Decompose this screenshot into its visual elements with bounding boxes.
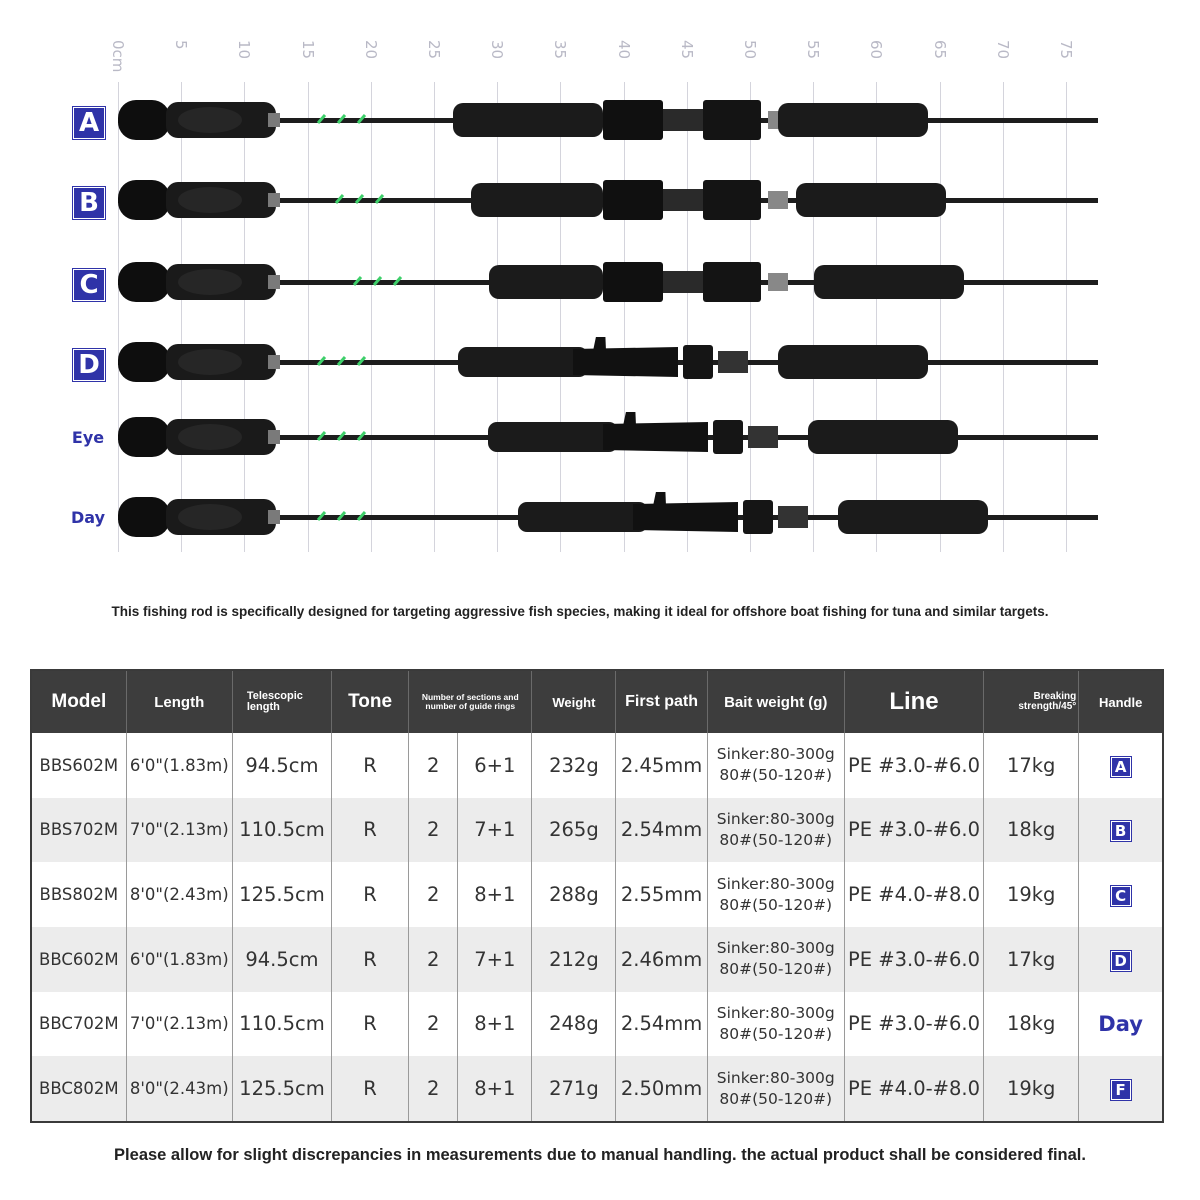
cell-sections: 2 <box>409 862 458 927</box>
bait-weight-range: 80#(50-120#) <box>719 830 833 849</box>
table-row <box>31 733 1163 798</box>
cell-weight: 271g <box>532 1056 616 1122</box>
handle-type-label: D <box>1111 951 1131 971</box>
bait-weight-range: 80#(50-120#) <box>719 960 833 979</box>
ruler-tick-label: 10 <box>235 40 253 60</box>
cell-weight: 212g <box>532 927 616 992</box>
ruler-tick-label: 35 <box>551 40 569 60</box>
header-tone: Tone <box>332 670 409 733</box>
cell-telescopic-length: 94.5cm <box>232 927 331 992</box>
header-telescopic-length: Telescopic length <box>232 670 331 733</box>
table-body <box>31 733 1163 1122</box>
bait-weight-range: 80#(50-120#) <box>719 1024 833 1043</box>
rod-label: Day <box>70 508 105 527</box>
rod-image <box>118 95 1098 145</box>
ruler-tick-label: 55 <box>804 40 822 60</box>
ruler-gridline <box>244 82 245 552</box>
cell-first-path: 2.50mm <box>616 1056 707 1122</box>
bait-weight-sinker: Sinker:80-300g <box>716 939 835 958</box>
cell-length: 7'0"(2.13m) <box>126 992 232 1057</box>
cell-breaking-strength: 19kg <box>984 862 1079 927</box>
cell-handle <box>1079 927 1163 992</box>
rod-label: B <box>73 187 105 219</box>
ruler-gridline <box>371 82 372 552</box>
header-line: Line <box>844 670 983 733</box>
ruler-tick-label: 45 <box>678 40 696 60</box>
footnote: Please allow for slight discrepancies in measurements due to manual handling. the actual product shall be considered final. <box>114 1146 1086 1164</box>
ruler-gridline <box>687 82 688 552</box>
header-sections-guides: Number of sections and number of guide rings <box>409 670 532 733</box>
cell-sections: 2 <box>409 733 458 798</box>
ruler-tick-label: 75 <box>1057 40 1075 60</box>
product-tagline: This fishing rod is specifically designed for targeting aggressive fish species, making it ideal for offshore boat fishing for tuna and similar targets. <box>111 604 1049 619</box>
cell-guide-rings: 8+1 <box>458 992 532 1057</box>
cell-length: 7'0"(2.13m) <box>126 798 232 863</box>
cell-first-path: 2.54mm <box>616 992 707 1057</box>
ruler-gridline <box>118 82 119 552</box>
bait-weight-sinker: Sinker:80-300g <box>716 1003 835 1022</box>
bait-weight-sinker: Sinker:80-300g <box>716 809 835 828</box>
rod-label: Eye <box>71 428 105 447</box>
bait-weight-range: 80#(50-120#) <box>719 1089 833 1108</box>
handle-type-label: F <box>1111 1080 1131 1100</box>
cell-breaking-strength: 18kg <box>984 992 1079 1057</box>
table-row <box>31 1056 1163 1122</box>
cell-bait-weight <box>707 733 844 798</box>
ruler-gridline <box>434 82 435 552</box>
cell-tone: R <box>332 927 409 992</box>
cell-model: BBS802M <box>31 862 126 927</box>
table-header-row <box>31 670 1163 733</box>
cell-tone: R <box>332 992 409 1057</box>
ruler-tick-label: 50 <box>741 40 759 60</box>
cell-breaking-strength: 17kg <box>984 733 1079 798</box>
cell-bait-weight <box>707 862 844 927</box>
ruler-gridline <box>940 82 941 552</box>
ruler-tick-label: 40 <box>615 40 633 60</box>
ruler-tick-label: 20 <box>362 40 380 60</box>
rod-label: D <box>73 349 105 381</box>
cell-line: PE #3.0-#6.0 <box>844 927 983 992</box>
ruler-tick-label: 5 <box>172 40 190 50</box>
bait-weight-range: 80#(50-120#) <box>719 766 833 785</box>
header-handle: Handle <box>1079 670 1163 733</box>
cell-guide-rings: 8+1 <box>458 862 532 927</box>
cell-line: PE #4.0-#8.0 <box>844 862 983 927</box>
ruler-gridline <box>560 82 561 552</box>
cell-guide-rings: 8+1 <box>458 1056 532 1122</box>
handle-type-label: A <box>1111 757 1131 777</box>
rod-image <box>118 337 1098 387</box>
rod-image <box>118 412 1098 462</box>
cell-handle <box>1079 798 1163 863</box>
cell-bait-weight <box>707 798 844 863</box>
rod-label: A <box>73 107 105 139</box>
cell-bait-weight <box>707 927 844 992</box>
ruler-gridline <box>308 82 309 552</box>
rod-image <box>118 492 1098 542</box>
cell-sections: 2 <box>409 927 458 992</box>
cell-sections: 2 <box>409 992 458 1057</box>
rod-image <box>118 175 1098 225</box>
cell-handle <box>1079 862 1163 927</box>
cell-first-path: 2.54mm <box>616 798 707 863</box>
ruler-tick-label: 70 <box>994 40 1012 60</box>
table-row <box>31 798 1163 863</box>
cell-guide-rings: 6+1 <box>458 733 532 798</box>
bait-weight-sinker: Sinker:80-300g <box>716 874 835 893</box>
bait-weight-sinker: Sinker:80-300g <box>716 1068 835 1087</box>
cell-telescopic-length: 125.5cm <box>232 1056 331 1122</box>
cell-tone: R <box>332 733 409 798</box>
cell-sections: 2 <box>409 798 458 863</box>
cell-model: BBC702M <box>31 992 126 1057</box>
cell-line: PE #3.0-#6.0 <box>844 992 983 1057</box>
cell-telescopic-length: 110.5cm <box>232 798 331 863</box>
table-row <box>31 992 1163 1057</box>
ruler-gridline <box>624 82 625 552</box>
ruler-tick-label: 25 <box>425 40 443 60</box>
rod-comparison-figure <box>0 0 1200 560</box>
cell-tone: R <box>332 1056 409 1122</box>
cell-breaking-strength: 17kg <box>984 927 1079 992</box>
cell-bait-weight <box>707 992 844 1057</box>
cell-telescopic-length: 94.5cm <box>232 733 331 798</box>
cell-bait-weight <box>707 1056 844 1122</box>
rod-image <box>118 257 1098 307</box>
cell-breaking-strength: 19kg <box>984 1056 1079 1122</box>
cell-handle <box>1079 1056 1163 1122</box>
ruler-gridline <box>181 82 182 552</box>
header-bait-weight: Bait weight (g) <box>707 670 844 733</box>
header-breaking-strength: Breaking strength/45° <box>984 670 1079 733</box>
ruler-tick-label: 60 <box>867 40 885 60</box>
handle-type-label: B <box>1111 821 1131 841</box>
cell-first-path: 2.46mm <box>616 927 707 992</box>
ruler-gridline <box>813 82 814 552</box>
cell-weight: 265g <box>532 798 616 863</box>
cell-sections: 2 <box>409 1056 458 1122</box>
table-row <box>31 927 1163 992</box>
ruler-gridline <box>497 82 498 552</box>
cell-length: 8'0"(2.43m) <box>126 1056 232 1122</box>
cell-breaking-strength: 18kg <box>984 798 1079 863</box>
cell-weight: 248g <box>532 992 616 1057</box>
ruler-gridline <box>1003 82 1004 552</box>
cell-weight: 232g <box>532 733 616 798</box>
cell-model: BBC602M <box>31 927 126 992</box>
header-weight: Weight <box>532 670 616 733</box>
cell-handle <box>1079 733 1163 798</box>
ruler-tick-label: 65 <box>931 40 949 60</box>
ruler-tick-label: 0cm <box>109 40 127 73</box>
handle-type-label: C <box>1111 886 1131 906</box>
cell-length: 8'0"(2.43m) <box>126 862 232 927</box>
ruler-tick-label: 15 <box>299 40 317 60</box>
ruler-gridline <box>750 82 751 552</box>
table-row <box>31 862 1163 927</box>
ruler-gridline <box>1066 82 1067 552</box>
cell-model: BBS702M <box>31 798 126 863</box>
cell-length: 6'0"(1.83m) <box>126 927 232 992</box>
cell-telescopic-length: 125.5cm <box>232 862 331 927</box>
bait-weight-range: 80#(50-120#) <box>719 895 833 914</box>
header-length: Length <box>126 670 232 733</box>
cell-model: BBS602M <box>31 733 126 798</box>
cell-tone: R <box>332 862 409 927</box>
cell-telescopic-length: 110.5cm <box>232 992 331 1057</box>
cell-weight: 288g <box>532 862 616 927</box>
cell-length: 6'0"(1.83m) <box>126 733 232 798</box>
handle-type-label: Day <box>1098 1011 1143 1036</box>
cell-first-path: 2.45mm <box>616 733 707 798</box>
cell-line: PE #4.0-#8.0 <box>844 1056 983 1122</box>
ruler-gridline <box>876 82 877 552</box>
header-model: Model <box>31 670 126 733</box>
spec-table <box>30 669 1164 1123</box>
header-first-path: First path <box>616 670 707 733</box>
cell-handle <box>1079 992 1163 1057</box>
cell-model: BBC802M <box>31 1056 126 1122</box>
cell-line: PE #3.0-#6.0 <box>844 798 983 863</box>
cell-guide-rings: 7+1 <box>458 927 532 992</box>
cell-first-path: 2.55mm <box>616 862 707 927</box>
cell-guide-rings: 7+1 <box>458 798 532 863</box>
ruler-tick-label: 30 <box>488 40 506 60</box>
cell-line: PE #3.0-#6.0 <box>844 733 983 798</box>
rod-label: C <box>73 269 105 301</box>
cell-tone: R <box>332 798 409 863</box>
bait-weight-sinker: Sinker:80-300g <box>716 745 835 764</box>
